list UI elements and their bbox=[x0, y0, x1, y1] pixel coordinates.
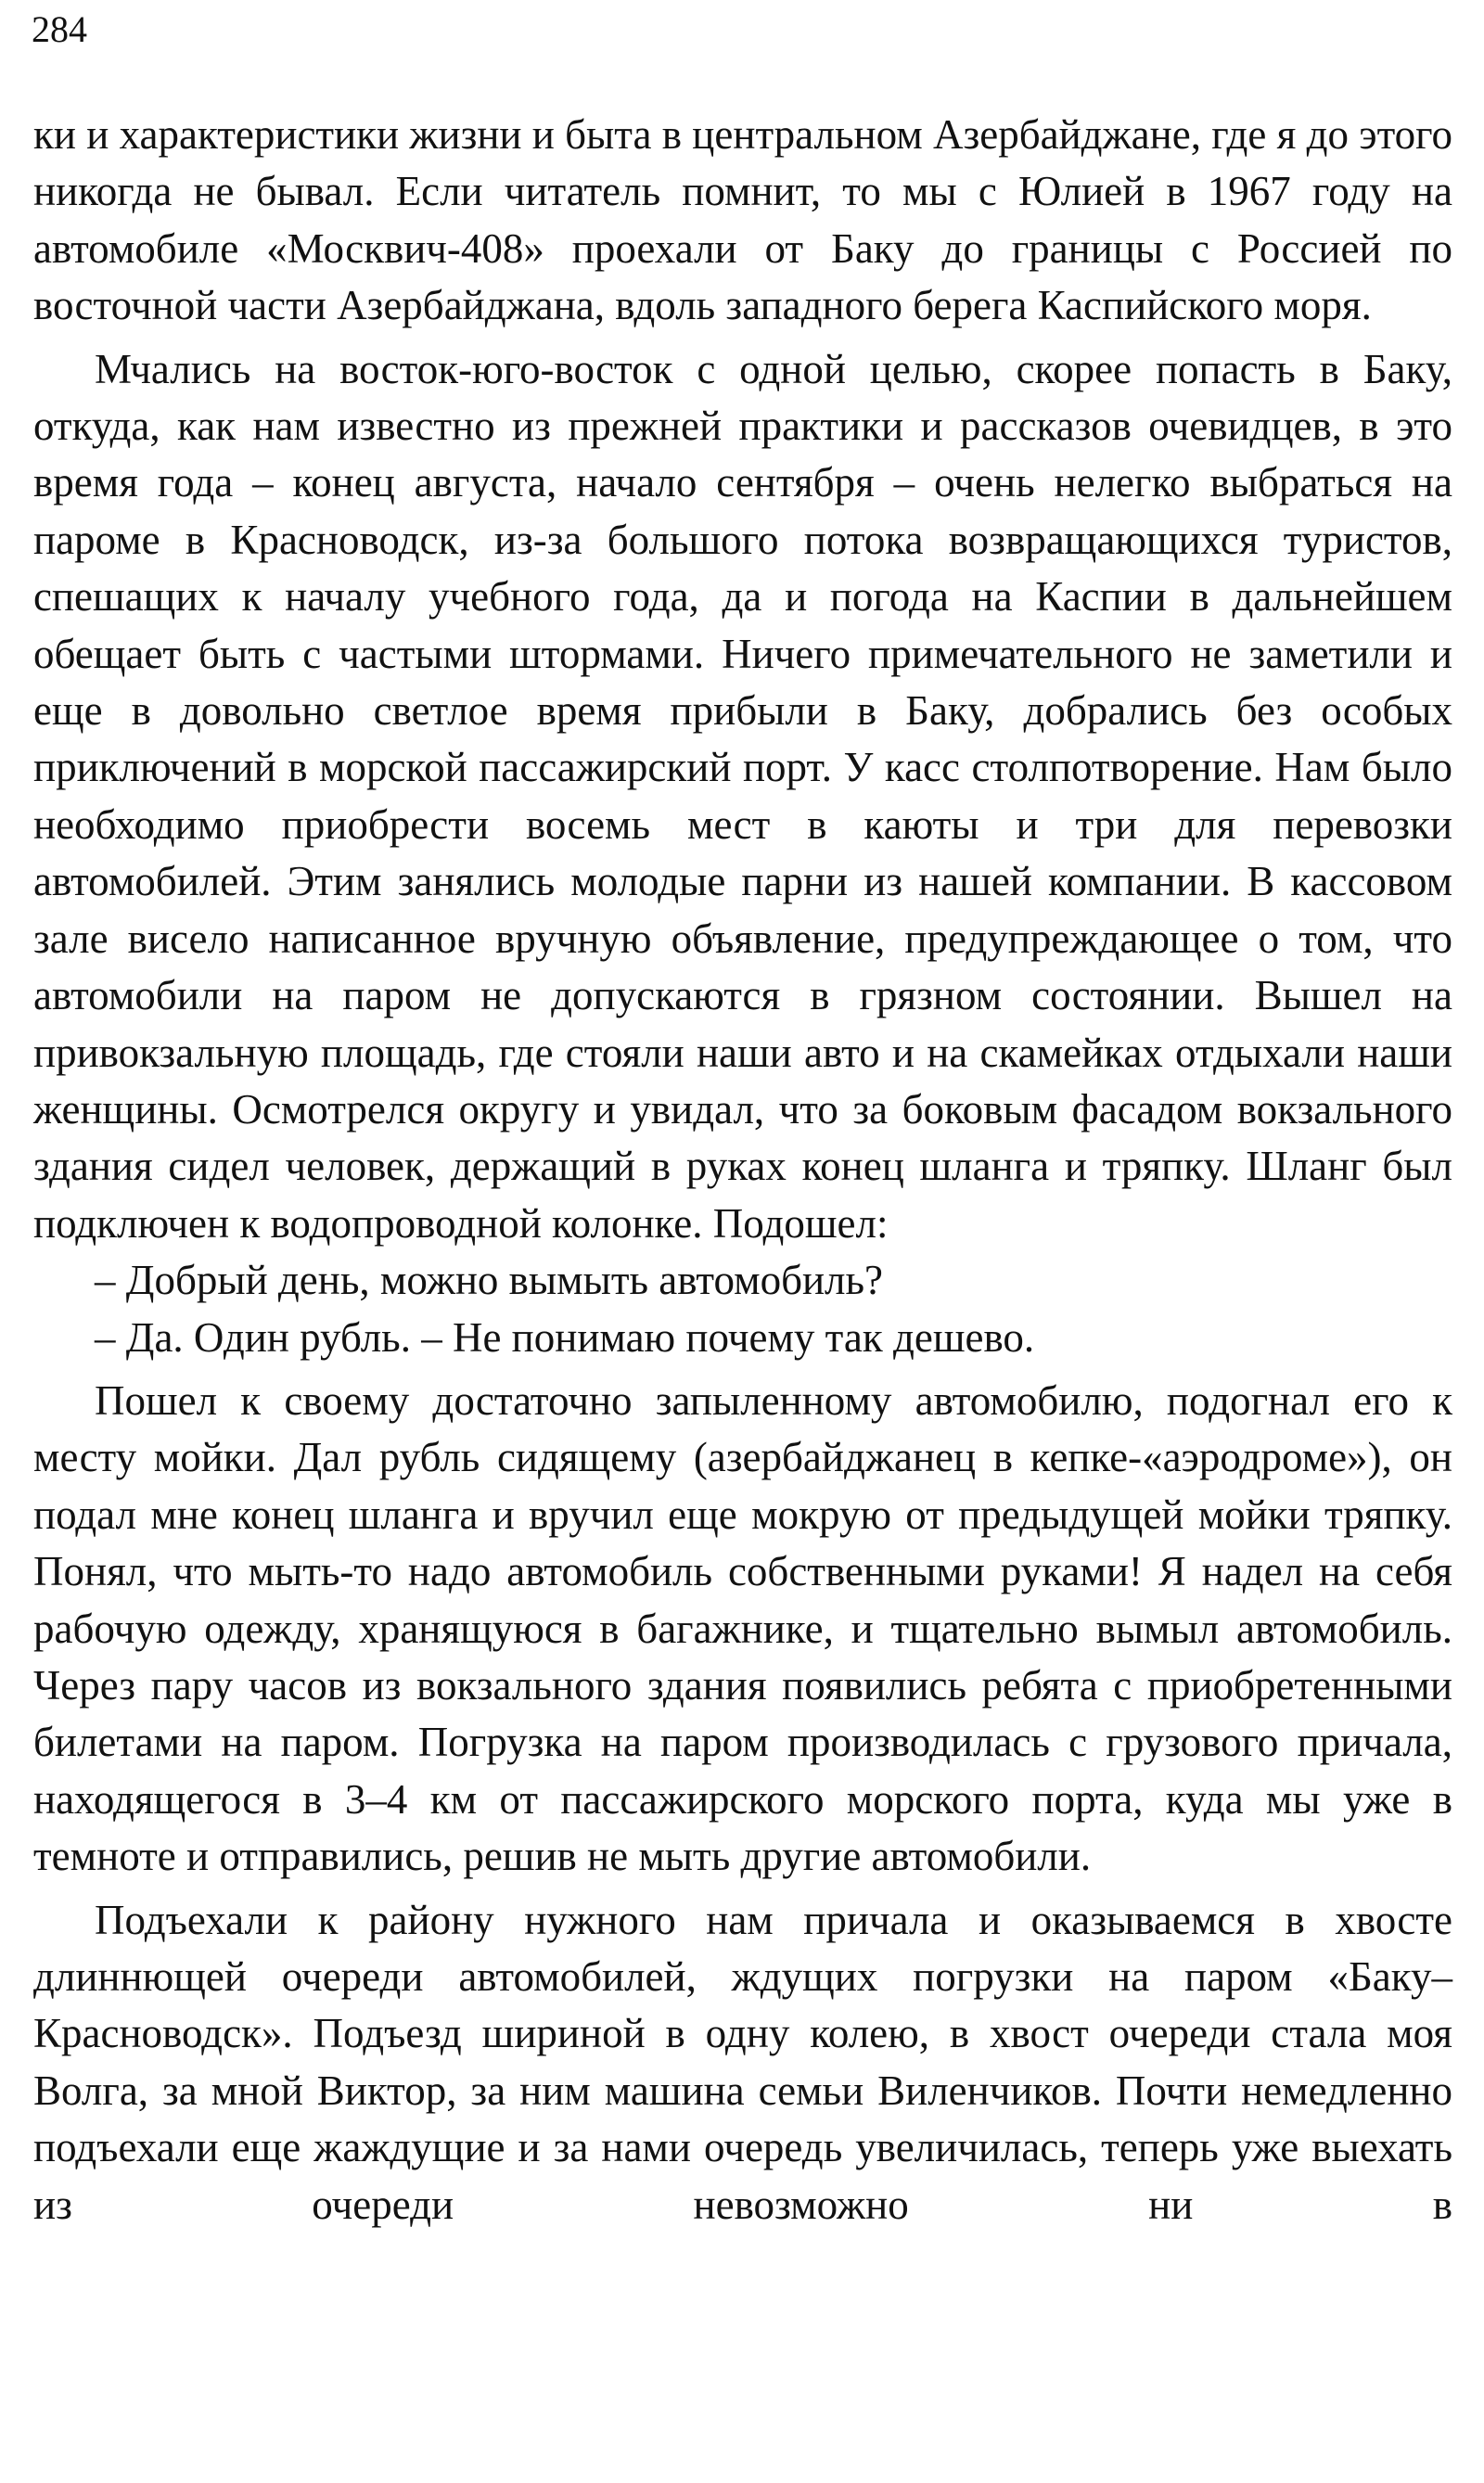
paragraph-2: Мчались на восток-юго-восток с одной целью, скорее попасть в Баку, откуда, как нам известно из прежней практики и рассказов очевидцев, в это время года – конец августа, начало сентября – очень нелегко выбраться на пароме в Красноводск, из-за большого потока возвращающихся туристов, спешащих к началу учебного года, да и погода на Каспии в дальнейшем обещает быть с частыми штормами. Ничего примечательного не заметили и еще в довольно светлое время прибыли в Баку, добрались без особых приключений в морской пассажирский порт. У касс столпотворение. Нам было необходимо приобрести восемь мест в каюты и три для перевозки автомобилей. Этим занялись молодые парни из нашей компании. В кассовом зале висело написанное вручную объявление, предупреждающее о том, что автомобили на паром не допускаются в грязном состоянии. Вышел на привокзальную площадь, где стояли наши авто и на скамейках отдыхали наши женщины. Осмотрелся округу и увидал, что за боковым фасадом вокзального здания сидел человек, держащий в руках конец шланга и тряпку. Шланг был подключен к водопроводной колонке. Подошел: bbox=[33, 345, 1452, 1247]
body-text bbox=[33, 107, 1452, 2233]
dialog-line-1: – Добрый день, можно вымыть автомобиль? bbox=[95, 1257, 884, 1304]
paragraph-1: ки и характеристики жизни и быта в центральном Азербайджане, где я до этого никогда не бывал. Если читатель помнит, то мы с Юлией в 1967 году на автомобиле «Москвич-408» проехали от Баку до границы с Россией по восточной части Азербайджана, вдоль западного берега Каспийского моря. bbox=[33, 111, 1452, 329]
paragraph-4: Подъехали к району нужного нам причала и оказываемся в хвосте длиннющей очереди автомобилей, ждущих погрузки на паром «Баку–Красноводск». Подъезд шириной в одну колею, в хвост очереди стала моя Волга, за мной Виктор, за ним машина семьи Виленчиков. Почти немедленно подъехали еще жаждущие и за нами очередь увеличилась, теперь уже выехать из очереди невозможно ни в bbox=[33, 1896, 1452, 2228]
page-number: 284 bbox=[32, 8, 87, 50]
dialog-line-2: – Да. Один рубль. – Не понимаю почему так дешево. bbox=[95, 1313, 1035, 1361]
paragraph-3: Пошел к своему достаточно запыленному автомобилю, подогнал его к месту мойки. Дал рубль сидящему (азербайджанец в кепке-«аэродроме»), он подал мне конец шланга и вручил еще мокрую от предыдущей мойки тряпку. Понял, что мыть-то надо автомобиль собственными руками! Я надел на себя рабочую одежду, хранящуюся в багажнике, и тщательно вымыл автомобиль. Через пару часов из вокзального здания появились ребята с приобретенными билетами на паром. Погрузка на паром производилась с грузового причала, находящегося в 3–4 км от пассажирского морского порта, куда мы уже в темноте и отправились, решив не мыть другие автомобили. bbox=[33, 1376, 1452, 1880]
